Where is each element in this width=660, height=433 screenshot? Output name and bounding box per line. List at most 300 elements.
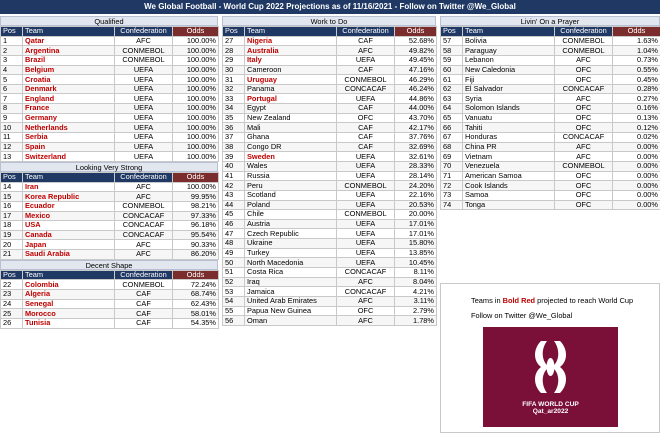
odds-cell: 58.01%: [173, 309, 219, 319]
table-row: [1, 201, 219, 211]
team-cell: Tunisia: [23, 318, 115, 328]
table-row: [1, 250, 219, 260]
position-cell: 21: [1, 250, 23, 260]
team-cell: Saudi Arabia: [23, 250, 115, 260]
confederation-cell: CAF: [115, 309, 173, 319]
confederation-cell: CONMEBOL: [115, 201, 173, 211]
table-row: [1, 104, 219, 114]
team-cell: Belgium: [23, 65, 115, 75]
odds-cell: 37.76%: [395, 133, 437, 143]
position-cell: 34: [223, 104, 245, 114]
team-cell: Colombia: [23, 280, 115, 290]
table-row: [223, 36, 437, 46]
header-row: [441, 27, 660, 37]
team-cell: Senegal: [23, 299, 115, 309]
table-row: [1, 75, 219, 85]
standings-table: [0, 172, 219, 260]
table-row: [441, 84, 660, 94]
odds-cell: 52.68%: [395, 36, 437, 46]
table-row: [1, 318, 219, 328]
odds-cell: 28.14%: [395, 171, 437, 181]
position-cell: 22: [1, 280, 23, 290]
position-cell: 73: [441, 190, 463, 200]
odds-cell: 17.01%: [395, 229, 437, 239]
position-cell: 12: [1, 142, 23, 152]
odds-cell: 0.12%: [613, 123, 660, 133]
table-row: [223, 210, 437, 220]
section-title: Decent Shape: [0, 260, 218, 270]
table-row: [223, 258, 437, 268]
odds-cell: 100.00%: [173, 84, 219, 94]
table-row: [441, 142, 660, 152]
table-row: [1, 221, 219, 231]
note-suffix: projected to reach World Cup: [535, 296, 634, 305]
team-cell: Ghana: [245, 133, 337, 143]
team-cell: Costa Rica: [245, 268, 337, 278]
team-cell: Qatar: [23, 36, 115, 46]
team-cell: Honduras: [463, 133, 555, 143]
team-header: Team: [245, 27, 337, 37]
team-cell: USA: [23, 221, 115, 231]
confederation-cell: UEFA: [115, 84, 173, 94]
position-cell: 54: [223, 296, 245, 306]
team-cell: Iraq: [245, 277, 337, 287]
odds-cell: 49.45%: [395, 55, 437, 65]
column-left: [0, 16, 218, 329]
table-row: [1, 192, 219, 202]
team-cell: Wales: [245, 161, 337, 171]
confederation-cell: CONMEBOL: [337, 210, 395, 220]
position-cell: 1: [1, 36, 23, 46]
odds-cell: 100.00%: [173, 94, 219, 104]
position-cell: 62: [441, 84, 463, 94]
team-cell: Brazil: [23, 55, 115, 65]
table-row: [441, 181, 660, 191]
confederation-cell: UEFA: [115, 133, 173, 143]
odds-cell: 86.20%: [173, 250, 219, 260]
world-cup-logo: [483, 327, 618, 427]
confederation-cell: CAF: [337, 65, 395, 75]
position-cell: 23: [1, 290, 23, 300]
table-row: [1, 309, 219, 319]
confederation-cell: AFC: [555, 142, 613, 152]
position-cell: 46: [223, 219, 245, 229]
position-cell: 71: [441, 171, 463, 181]
position-cell: 10: [1, 123, 23, 133]
confederation-cell: UEFA: [337, 161, 395, 171]
odds-cell: 44.00%: [395, 104, 437, 114]
odds-cell: 100.00%: [173, 142, 219, 152]
table-row: [223, 219, 437, 229]
position-cell: 61: [441, 75, 463, 85]
table-row: [223, 46, 437, 56]
odds-cell: 49.82%: [395, 46, 437, 56]
team-cell: Venezuela: [463, 161, 555, 171]
position-cell: 37: [223, 133, 245, 143]
confederation-cell: UEFA: [115, 142, 173, 152]
table-row: [223, 200, 437, 210]
odds-cell: 0.28%: [613, 84, 660, 94]
odds-cell: 100.00%: [173, 123, 219, 133]
team-cell: Turkey: [245, 248, 337, 258]
team-cell: Italy: [245, 55, 337, 65]
odds-cell: 0.00%: [613, 171, 660, 181]
odds-cell: 100.00%: [173, 104, 219, 114]
table-row: [1, 65, 219, 75]
team-cell: Paraguay: [463, 46, 555, 56]
table-row: [1, 182, 219, 192]
position-cell: 52: [223, 277, 245, 287]
team-cell: Mali: [245, 123, 337, 133]
team-cell: Uruguay: [245, 75, 337, 85]
odds-cell: 100.00%: [173, 182, 219, 192]
position-cell: 68: [441, 142, 463, 152]
confederation-cell: UEFA: [337, 94, 395, 104]
position-cell: 36: [223, 123, 245, 133]
position-cell: 5: [1, 75, 23, 85]
position-cell: 39: [223, 152, 245, 162]
confederation-cell: OFC: [555, 104, 613, 114]
note-highlight: Bold Red: [502, 296, 536, 305]
odds-cell: 17.01%: [395, 219, 437, 229]
table-row: [223, 277, 437, 287]
team-header: Team: [23, 27, 115, 37]
odds-cell: 0.00%: [613, 161, 660, 171]
odds-cell: 0.00%: [613, 190, 660, 200]
table-row: [441, 171, 660, 181]
table-row: [1, 123, 219, 133]
confederation-cell: UEFA: [337, 200, 395, 210]
position-cell: 58: [441, 46, 463, 56]
odds-cell: 54.35%: [173, 318, 219, 328]
confederation-cell: CONCACAF: [337, 268, 395, 278]
odds-cell: 96.18%: [173, 221, 219, 231]
confederation-cell: UEFA: [337, 190, 395, 200]
odds-cell: 68.74%: [173, 290, 219, 300]
position-cell: 3: [1, 55, 23, 65]
odds-cell: 1.63%: [613, 36, 660, 46]
column-middle: [222, 16, 436, 326]
table-row: [441, 152, 660, 162]
table-row: [223, 123, 437, 133]
team-cell: Egypt: [245, 104, 337, 114]
confederation-cell: AFC: [115, 36, 173, 46]
position-cell: 35: [223, 113, 245, 123]
confederation-cell: UEFA: [115, 94, 173, 104]
team-cell: New Caledonia: [463, 65, 555, 75]
table-row: [441, 65, 660, 75]
position-cell: 42: [223, 181, 245, 191]
confederation-cell: UEFA: [337, 55, 395, 65]
position-cell: 17: [1, 211, 23, 221]
team-cell: China PR: [463, 142, 555, 152]
odds-cell: 28.33%: [395, 161, 437, 171]
table-row: [441, 36, 660, 46]
odds-cell: 100.00%: [173, 75, 219, 85]
team-cell: Algeria: [23, 290, 115, 300]
odds-cell: 100.00%: [173, 113, 219, 123]
team-cell: Spain: [23, 142, 115, 152]
team-cell: Jamaica: [245, 287, 337, 297]
position-cell: 18: [1, 221, 23, 231]
team-cell: Panama: [245, 84, 337, 94]
team-cell: Nigeria: [245, 36, 337, 46]
team-cell: Serbia: [23, 133, 115, 143]
confederation-cell: CONMEBOL: [337, 75, 395, 85]
table-row: [441, 104, 660, 114]
odds-cell: 13.85%: [395, 248, 437, 258]
position-cell: 50: [223, 258, 245, 268]
odds-cell: 8.11%: [395, 268, 437, 278]
logo-line1: FIFA WORLD CUP: [522, 401, 579, 408]
confederation-cell: UEFA: [115, 152, 173, 162]
table-row: [441, 190, 660, 200]
table-row: [1, 290, 219, 300]
table-row: [223, 306, 437, 316]
odds-cell: 4.21%: [395, 287, 437, 297]
confederation-cell: OFC: [555, 200, 613, 210]
odds-cell: 90.33%: [173, 240, 219, 250]
table-row: [223, 84, 437, 94]
odds-cell: 100.00%: [173, 152, 219, 162]
confederation-cell: AFC: [555, 94, 613, 104]
pos-header: Pos: [441, 27, 463, 37]
confederation-cell: UEFA: [115, 113, 173, 123]
table-row: [223, 296, 437, 306]
position-cell: 60: [441, 65, 463, 75]
odds-cell: 100.00%: [173, 55, 219, 65]
team-cell: Fiji: [463, 75, 555, 85]
table-row: [1, 280, 219, 290]
position-cell: 9: [1, 113, 23, 123]
team-cell: Russia: [245, 171, 337, 181]
table-row: [223, 181, 437, 191]
position-cell: 51: [223, 268, 245, 278]
odds-cell: 8.04%: [395, 277, 437, 287]
confederation-cell: CAF: [337, 123, 395, 133]
confederation-cell: AFC: [115, 192, 173, 202]
team-cell: Chile: [245, 210, 337, 220]
confederation-cell: OFC: [555, 123, 613, 133]
confederation-cell: CONMEBOL: [115, 46, 173, 56]
position-cell: 13: [1, 152, 23, 162]
confederation-header: Confederation: [115, 27, 173, 37]
confederation-cell: AFC: [115, 250, 173, 260]
team-cell: United Arab Emirates: [245, 296, 337, 306]
position-cell: 67: [441, 133, 463, 143]
confederation-cell: UEFA: [115, 104, 173, 114]
table-row: [1, 299, 219, 309]
confederation-cell: OFC: [555, 181, 613, 191]
table-row: [1, 152, 219, 162]
odds-cell: 32.61%: [395, 152, 437, 162]
team-cell: Tahiti: [463, 123, 555, 133]
odds-cell: 0.73%: [613, 55, 660, 65]
odds-header: Odds: [173, 172, 219, 182]
odds-cell: 24.20%: [395, 181, 437, 191]
team-cell: New Zealand: [245, 113, 337, 123]
position-cell: 49: [223, 248, 245, 258]
confederation-cell: OFC: [555, 171, 613, 181]
position-cell: 63: [441, 94, 463, 104]
section-title: Qualified: [0, 16, 218, 26]
pos-header: Pos: [1, 270, 23, 280]
position-cell: 43: [223, 190, 245, 200]
table-row: [223, 65, 437, 75]
table-row: [223, 161, 437, 171]
section-title: Looking Very Strong: [0, 162, 218, 172]
confederation-cell: CONCACAF: [337, 287, 395, 297]
position-cell: 48: [223, 239, 245, 249]
odds-header: Odds: [173, 27, 219, 37]
odds-cell: 10.45%: [395, 258, 437, 268]
team-cell: Scotland: [245, 190, 337, 200]
table-row: [441, 113, 660, 123]
confederation-cell: CONCACAF: [115, 221, 173, 231]
confederation-cell: AFC: [337, 296, 395, 306]
team-cell: France: [23, 104, 115, 114]
confederation-cell: OFC: [337, 306, 395, 316]
odds-cell: 47.16%: [395, 65, 437, 75]
odds-cell: 0.00%: [613, 152, 660, 162]
table-row: [223, 229, 437, 239]
confederation-header: Confederation: [337, 27, 395, 37]
odds-cell: 0.02%: [613, 133, 660, 143]
team-cell: Cameroon: [245, 65, 337, 75]
position-cell: 74: [441, 200, 463, 210]
header-row: [1, 270, 219, 280]
position-cell: 25: [1, 309, 23, 319]
position-cell: 2: [1, 46, 23, 56]
odds-cell: 42.17%: [395, 123, 437, 133]
table-row: [223, 190, 437, 200]
confederation-header: Confederation: [115, 172, 173, 182]
odds-cell: 0.00%: [613, 142, 660, 152]
confederation-cell: CONCACAF: [337, 84, 395, 94]
table-row: [223, 152, 437, 162]
odds-cell: 22.16%: [395, 190, 437, 200]
position-cell: 53: [223, 287, 245, 297]
odds-cell: 0.45%: [613, 75, 660, 85]
confederation-cell: CAF: [337, 142, 395, 152]
table-row: [441, 133, 660, 143]
confederation-cell: CONCACAF: [555, 133, 613, 143]
odds-cell: 0.13%: [613, 113, 660, 123]
confederation-cell: CONCACAF: [115, 211, 173, 221]
confederation-cell: AFC: [555, 55, 613, 65]
standings-table: [0, 270, 219, 329]
team-cell: Netherlands: [23, 123, 115, 133]
legend-note: [471, 296, 633, 305]
confederation-cell: CONCACAF: [555, 84, 613, 94]
confederation-cell: CAF: [337, 133, 395, 143]
confederation-cell: UEFA: [337, 248, 395, 258]
confederation-cell: CONMEBOL: [337, 181, 395, 191]
confederation-cell: CAF: [115, 290, 173, 300]
odds-cell: 100.00%: [173, 36, 219, 46]
team-cell: Vanuatu: [463, 113, 555, 123]
team-header: Team: [463, 27, 555, 37]
table-row: [223, 113, 437, 123]
position-cell: 55: [223, 306, 245, 316]
position-cell: 69: [441, 152, 463, 162]
team-cell: Mexico: [23, 211, 115, 221]
pos-header: Pos: [223, 27, 245, 37]
odds-cell: 0.16%: [613, 104, 660, 114]
section-title: Work to Do: [222, 16, 436, 26]
table-row: [223, 268, 437, 278]
odds-cell: 62.43%: [173, 299, 219, 309]
position-cell: 40: [223, 161, 245, 171]
table-row: [441, 200, 660, 210]
confederation-cell: OFC: [555, 113, 613, 123]
table-row: [1, 94, 219, 104]
team-cell: Switzerland: [23, 152, 115, 162]
position-cell: 65: [441, 113, 463, 123]
team-cell: Morocco: [23, 309, 115, 319]
note-prefix: Teams in: [471, 296, 503, 305]
odds-cell: 32.69%: [395, 142, 437, 152]
odds-cell: 46.24%: [395, 84, 437, 94]
position-cell: 70: [441, 161, 463, 171]
team-cell: Solomon Islands: [463, 104, 555, 114]
twitter-note: Follow on Twitter @We_Global: [471, 311, 573, 320]
table-row: [223, 287, 437, 297]
position-cell: 20: [1, 240, 23, 250]
odds-cell: 100.00%: [173, 133, 219, 143]
confederation-cell: UEFA: [337, 239, 395, 249]
confederation-cell: AFC: [115, 182, 173, 192]
odds-cell: 0.27%: [613, 94, 660, 104]
table-row: [223, 171, 437, 181]
position-cell: 8: [1, 104, 23, 114]
header-row: [1, 27, 219, 37]
team-cell: Portugal: [245, 94, 337, 104]
position-cell: 59: [441, 55, 463, 65]
team-cell: Oman: [245, 316, 337, 326]
page-banner: We Global Football - World Cup 2022 Projections as of 11/16/2021 - Follow on Twitter @We_Global: [0, 0, 660, 14]
confederation-cell: CONMEBOL: [115, 280, 173, 290]
position-cell: 64: [441, 104, 463, 114]
odds-cell: 43.70%: [395, 113, 437, 123]
table-row: [441, 94, 660, 104]
team-cell: Korea Republic: [23, 192, 115, 202]
odds-cell: 98.21%: [173, 201, 219, 211]
team-cell: Austria: [245, 219, 337, 229]
position-cell: 29: [223, 55, 245, 65]
team-cell: Croatia: [23, 75, 115, 85]
team-cell: Lebanon: [463, 55, 555, 65]
table-row: [1, 84, 219, 94]
position-cell: 33: [223, 94, 245, 104]
table-row: [1, 55, 219, 65]
team-cell: Vietnam: [463, 152, 555, 162]
position-cell: 47: [223, 229, 245, 239]
team-cell: Papua New Guinea: [245, 306, 337, 316]
team-cell: Syria: [463, 94, 555, 104]
header-row: [223, 27, 437, 37]
table-row: [223, 248, 437, 258]
position-cell: 32: [223, 84, 245, 94]
confederation-cell: CAF: [337, 104, 395, 114]
odds-cell: 20.00%: [395, 210, 437, 220]
table-row: [1, 46, 219, 56]
position-cell: 56: [223, 316, 245, 326]
team-cell: Bolivia: [463, 36, 555, 46]
table-row: [223, 133, 437, 143]
odds-cell: 20.53%: [395, 200, 437, 210]
table-row: [1, 133, 219, 143]
